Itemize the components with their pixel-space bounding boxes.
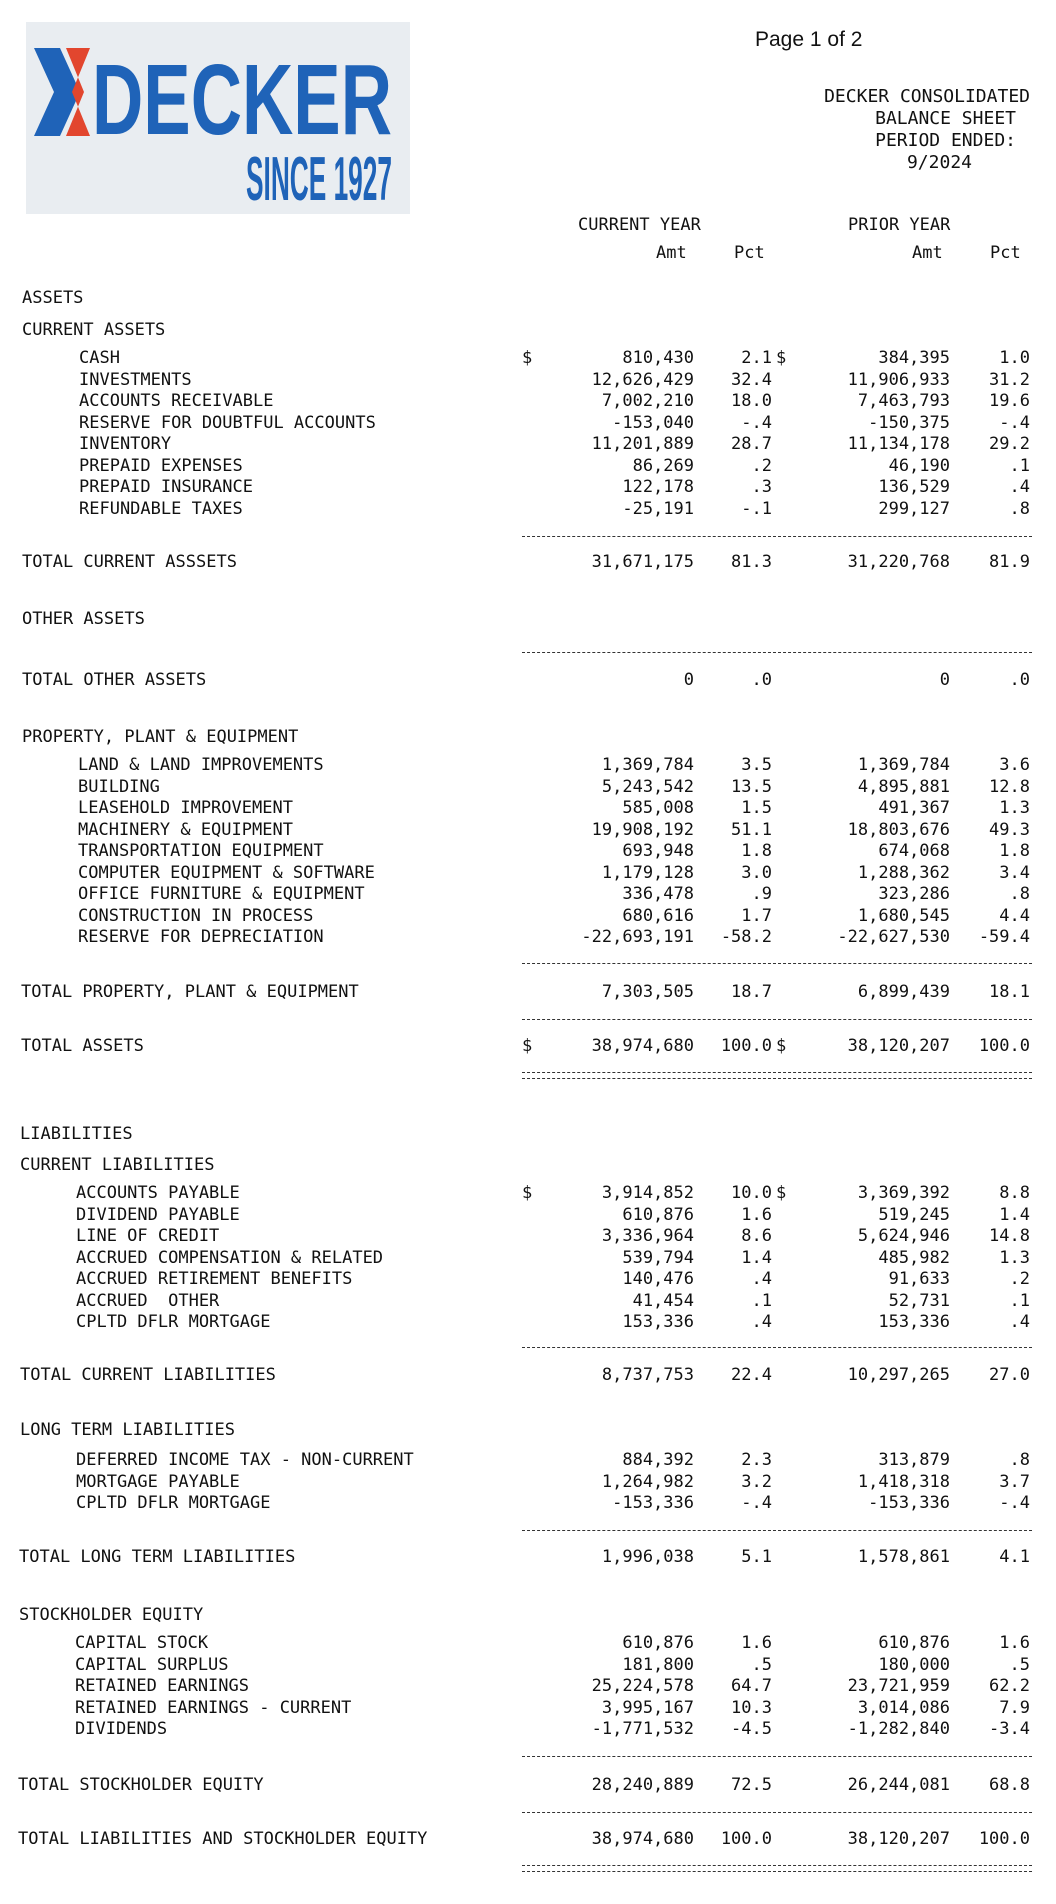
current-year-percent: 51.1 — [731, 819, 772, 840]
current-year-percent: 5.1 — [741, 1547, 772, 1567]
subtotal-rule — [522, 1756, 1032, 1757]
line-item — [0, 1472, 1056, 1494]
current-year-percent: 2.3 — [741, 1450, 772, 1470]
prior-year-amount: 91,633 — [888, 1269, 950, 1289]
current-year-amount: 153,336 — [622, 1312, 694, 1332]
row-label: TOTAL CURRENT LIABILITIES — [20, 1365, 276, 1385]
report-title: BALANCE SHEET — [875, 108, 1016, 129]
current-year-amount: 3,336,964 — [601, 1226, 694, 1246]
current-pct-header: Pct — [734, 243, 765, 263]
row-label: RETAINED EARNINGS - CURRENT — [75, 1697, 352, 1718]
dollar-sign: $ — [522, 348, 533, 368]
current-year-amount: 28,240,889 — [591, 1775, 694, 1795]
current-year-amount: 38,974,680 — [591, 1829, 694, 1849]
row-label: TOTAL OTHER ASSETS — [22, 670, 207, 690]
current-year-amount: 1,179,128 — [601, 862, 694, 883]
row-label: COMPUTER EQUIPMENT & SOFTWARE — [78, 862, 375, 883]
prior-year-amount: 11,134,178 — [847, 434, 950, 454]
current-year-percent: .4 — [751, 1269, 772, 1289]
current-year-percent: -58.2 — [720, 927, 772, 947]
row-label: TRANSPORTATION EQUIPMENT — [78, 841, 324, 861]
subtotal-rule — [522, 1347, 1032, 1348]
current-year-amount: 38,974,680 — [591, 1036, 694, 1056]
prior-year-amount: 3,369,392 — [857, 1183, 950, 1203]
current-year-percent: 1.8 — [741, 841, 772, 861]
current-year-percent: -.4 — [741, 1493, 772, 1513]
prior-year-percent: -59.4 — [978, 927, 1030, 947]
row-label: ACCRUED RETIREMENT BENEFITS — [76, 1269, 353, 1289]
current-year-percent: 22.4 — [731, 1365, 772, 1385]
row-label: TOTAL LIABILITIES AND STOCKHOLDER EQUITY — [18, 1829, 428, 1849]
assets-heading: ASSETS — [22, 288, 84, 308]
current-liabilities-heading: CURRENT LIABILITIES — [20, 1155, 215, 1175]
prior-year-amount: 38,120,207 — [847, 1829, 950, 1849]
prior-year-amount: 4,895,881 — [857, 776, 950, 797]
stockholder-equity-heading: STOCKHOLDER EQUITY — [19, 1605, 204, 1625]
current-year-percent: 10.3 — [731, 1697, 772, 1718]
current-year-amount: 585,008 — [622, 798, 694, 818]
current-year-percent: 1.6 — [741, 1633, 772, 1653]
prior-year-percent: 49.3 — [989, 819, 1030, 840]
current-year-amount: 140,476 — [622, 1269, 694, 1289]
prior-year-percent: 29.2 — [989, 434, 1030, 454]
prior-year-amount: 46,190 — [888, 455, 950, 476]
current-year-percent: .2 — [751, 455, 772, 476]
line-item — [0, 370, 1056, 392]
subtotal-rule — [522, 1812, 1032, 1813]
prior-year-amount: 3,014,086 — [857, 1697, 950, 1718]
dollar-sign: $ — [522, 1183, 533, 1203]
current-year-amount: 0 — [683, 670, 694, 690]
current-year-amount: 12,626,429 — [591, 369, 694, 390]
row-label: INVESTMENTS — [79, 369, 192, 390]
current-year-amount: 181,800 — [622, 1654, 694, 1675]
current-year-percent: .9 — [751, 884, 772, 904]
current-year-percent: 72.5 — [731, 1775, 772, 1795]
prior-year-amount: 31,220,768 — [847, 552, 950, 572]
prior-year-percent: 19.6 — [989, 391, 1030, 411]
dollar-sign: $ — [522, 1036, 533, 1056]
prior-year-header: PRIOR YEAR — [848, 215, 951, 235]
current-year-amount: 25,224,578 — [591, 1676, 694, 1696]
prior-year-amount: 26,244,081 — [847, 1775, 950, 1795]
double-underline — [522, 1072, 1032, 1079]
current-year-amount: 41,454 — [632, 1290, 694, 1311]
row-label: TOTAL PROPERTY, PLANT & EQUIPMENT — [21, 982, 359, 1002]
prior-year-amount: 313,879 — [878, 1450, 950, 1470]
prior-year-percent: 12.8 — [989, 776, 1030, 797]
prior-year-amount: -150,375 — [868, 412, 950, 433]
line-item — [0, 1676, 1056, 1698]
current-year-percent: -4.5 — [731, 1719, 772, 1739]
current-year-amount: -1,771,532 — [591, 1719, 694, 1739]
current-year-percent: .3 — [751, 477, 772, 497]
prior-year-percent: 1.3 — [999, 1247, 1030, 1268]
current-year-percent: 13.5 — [731, 776, 772, 797]
line-item — [0, 1291, 1056, 1313]
line-item — [0, 1493, 1056, 1515]
row-label: CAPITAL SURPLUS — [75, 1654, 229, 1675]
current-year-amount: 610,876 — [622, 1633, 694, 1653]
current-year-percent: 10.0 — [731, 1183, 772, 1203]
row-label: DEFERRED INCOME TAX - NON-CURRENT — [76, 1450, 414, 1470]
prior-year-percent: -3.4 — [989, 1719, 1030, 1739]
prior-year-percent: .8 — [1009, 498, 1030, 519]
prior-pct-header: Pct — [990, 243, 1021, 263]
prior-year-percent: .1 — [1009, 455, 1030, 476]
prior-year-percent: .4 — [1009, 477, 1030, 497]
row-label: ACCRUED COMPENSATION & RELATED — [76, 1247, 384, 1268]
current-year-amount: 810,430 — [622, 348, 694, 368]
other-assets-heading: OTHER ASSETS — [22, 609, 145, 629]
current-year-amount: -22,693,191 — [581, 927, 694, 947]
current-year-percent: 1.6 — [741, 1204, 772, 1225]
current-year-percent: -.4 — [741, 412, 772, 433]
line-item — [0, 1698, 1056, 1720]
company-name: DECKER CONSOLIDATED — [824, 86, 1030, 107]
prior-year-percent: .0 — [1009, 670, 1030, 690]
line-item — [0, 798, 1056, 820]
total-current-assets — [0, 552, 1056, 574]
current-year-amount: 884,392 — [622, 1450, 694, 1470]
current-assets-heading: CURRENT ASSETS — [22, 320, 166, 340]
row-label: PREPAID EXPENSES — [79, 455, 243, 476]
row-label: MACHINERY & EQUIPMENT — [78, 819, 293, 840]
prior-year-amount: -153,336 — [868, 1493, 950, 1513]
row-label: RESERVE FOR DEPRECIATION — [78, 927, 324, 947]
line-item — [0, 1269, 1056, 1291]
total-other-assets — [0, 670, 1056, 692]
prior-year-amount: 1,418,318 — [857, 1471, 950, 1492]
prior-year-amount: 485,982 — [878, 1247, 950, 1268]
prior-year-percent: .1 — [1009, 1290, 1030, 1311]
prior-year-percent: 8.8 — [999, 1183, 1030, 1203]
current-year-amount: 680,616 — [622, 905, 694, 926]
subtotal-rule — [522, 963, 1032, 964]
dollar-sign: $ — [776, 348, 787, 368]
total-stockholder-equity — [0, 1775, 1056, 1797]
row-label: TOTAL LONG TERM LIABILITIES — [19, 1547, 296, 1567]
prior-year-percent: -.4 — [999, 412, 1030, 433]
row-label: TOTAL CURRENT ASSSETS — [22, 552, 237, 572]
prior-year-percent: .5 — [1009, 1654, 1030, 1675]
row-label: CPLTD DFLR MORTGAGE — [76, 1312, 271, 1332]
row-label: MORTGAGE PAYABLE — [76, 1471, 240, 1492]
prior-year-percent: 1.3 — [999, 798, 1030, 818]
row-label: RETAINED EARNINGS — [75, 1676, 249, 1696]
row-label: CPLTD DFLR MORTGAGE — [76, 1493, 271, 1513]
line-item — [0, 755, 1056, 777]
current-amt-header: Amt — [656, 243, 687, 263]
row-label: OFFICE FURNITURE & EQUIPMENT — [78, 884, 365, 904]
prior-year-amount: 0 — [939, 670, 950, 690]
current-year-percent: 28.7 — [731, 434, 772, 454]
line-item — [0, 477, 1056, 499]
current-year-percent: 3.2 — [741, 1471, 772, 1492]
row-label: INVENTORY — [79, 434, 172, 454]
line-item — [0, 1450, 1056, 1472]
prior-year-percent: .8 — [1009, 1450, 1030, 1470]
prior-year-amount: 674,068 — [878, 841, 950, 861]
current-year-amount: 86,269 — [632, 455, 694, 476]
line-item — [0, 906, 1056, 928]
svg-text:SINCE 1927: SINCE 1927 — [246, 145, 392, 214]
current-year-amount: 336,478 — [622, 884, 694, 904]
current-year-percent: 18.0 — [731, 391, 772, 411]
current-year-percent: 1.7 — [741, 905, 772, 926]
row-label: CASH — [79, 348, 120, 368]
current-year-amount: 7,002,210 — [601, 391, 694, 411]
total-ppe — [0, 982, 1056, 1004]
current-year-percent: 100.0 — [720, 1829, 772, 1849]
period-value: 9/2024 — [906, 152, 972, 173]
prior-year-amount: 153,336 — [878, 1312, 950, 1332]
line-item — [0, 1183, 1056, 1205]
row-label: ACCOUNTS PAYABLE — [76, 1183, 240, 1203]
current-year-percent: 81.3 — [731, 552, 772, 572]
current-year-amount: 19,908,192 — [591, 819, 694, 840]
current-year-amount: 3,914,852 — [601, 1183, 694, 1203]
current-year-header: CURRENT YEAR — [578, 215, 701, 235]
total-long-term-liabilities — [0, 1547, 1056, 1569]
prior-year-percent: 4.1 — [999, 1547, 1030, 1567]
line-item — [0, 456, 1056, 478]
subtotal-rule — [522, 652, 1032, 653]
prior-year-amount: 491,367 — [878, 798, 950, 818]
prior-year-amount: 7,463,793 — [857, 391, 950, 411]
row-label: DIVIDEND PAYABLE — [76, 1204, 240, 1225]
prior-year-percent: .8 — [1009, 884, 1030, 904]
current-year-percent: 8.6 — [741, 1226, 772, 1246]
liabilities-heading: LIABILITIES — [20, 1124, 133, 1144]
svg-text:DECKER: DECKER — [92, 44, 392, 156]
dollar-sign: $ — [776, 1183, 787, 1203]
current-year-amount: -25,191 — [622, 498, 694, 519]
prior-year-amount: 23,721,959 — [847, 1676, 950, 1696]
current-year-amount: 31,671,175 — [591, 552, 694, 572]
prior-year-amount: 52,731 — [888, 1290, 950, 1311]
prior-year-amount: 384,395 — [878, 348, 950, 368]
line-item — [0, 1226, 1056, 1248]
current-year-amount: 610,876 — [622, 1204, 694, 1225]
line-item — [0, 499, 1056, 521]
prior-year-percent: 1.8 — [999, 841, 1030, 861]
row-label: TOTAL STOCKHOLDER EQUITY — [18, 1775, 264, 1795]
prior-year-amount: 1,288,362 — [857, 862, 950, 883]
prior-year-amount: 6,899,439 — [857, 982, 950, 1002]
row-label: REFUNDABLE TAXES — [79, 498, 243, 519]
current-year-percent: .0 — [751, 670, 772, 690]
prior-year-amount: 299,127 — [878, 498, 950, 519]
line-item — [0, 1312, 1056, 1334]
row-label: ACCOUNTS RECEIVABLE — [79, 391, 274, 411]
prior-year-amount: 136,529 — [878, 477, 950, 497]
page-number: Page 1 of 2 — [755, 28, 863, 51]
prior-year-amount: 5,624,946 — [857, 1226, 950, 1246]
prior-year-percent: 1.0 — [999, 348, 1030, 368]
prior-year-amount: -22,627,530 — [837, 927, 950, 947]
current-year-amount: 122,178 — [622, 477, 694, 497]
current-year-percent: 1.4 — [741, 1247, 772, 1268]
row-label: ACCRUED OTHER — [76, 1290, 220, 1311]
current-year-percent: -.1 — [741, 498, 772, 519]
current-year-percent: 3.0 — [741, 862, 772, 883]
prior-year-percent: 1.6 — [999, 1633, 1030, 1653]
prior-year-percent: 4.4 — [999, 905, 1030, 926]
prior-year-percent: .4 — [1009, 1312, 1030, 1332]
row-label: DIVIDENDS — [75, 1719, 168, 1739]
line-item — [0, 413, 1056, 435]
current-year-amount: 1,996,038 — [601, 1547, 694, 1567]
line-item — [0, 391, 1056, 413]
prior-year-percent: .2 — [1009, 1269, 1030, 1289]
line-item — [0, 1719, 1056, 1741]
line-item — [0, 434, 1056, 456]
current-year-percent: 2.1 — [741, 348, 772, 368]
prior-year-percent: 81.9 — [989, 552, 1030, 572]
prior-year-percent: 1.4 — [999, 1204, 1030, 1225]
current-year-percent: 3.5 — [741, 755, 772, 775]
decker-logo — [26, 22, 410, 214]
line-item — [0, 1205, 1056, 1227]
prior-year-amount: 519,245 — [878, 1204, 950, 1225]
row-label: PREPAID INSURANCE — [79, 477, 253, 497]
subtotal-rule — [522, 536, 1032, 537]
current-year-percent: 64.7 — [731, 1676, 772, 1696]
prior-year-percent: 100.0 — [978, 1829, 1030, 1849]
total-current-liabilities — [0, 1365, 1056, 1387]
prior-year-percent: 27.0 — [989, 1365, 1030, 1385]
line-item — [0, 1655, 1056, 1677]
line-item — [0, 348, 1056, 370]
current-year-amount: 8,737,753 — [601, 1365, 694, 1385]
prior-year-amount: 1,680,545 — [857, 905, 950, 926]
current-year-percent: .4 — [751, 1312, 772, 1332]
line-item — [0, 1248, 1056, 1270]
line-item — [0, 820, 1056, 842]
current-year-amount: -153,040 — [612, 412, 694, 433]
prior-year-amount: 323,286 — [878, 884, 950, 904]
prior-year-amount: 1,578,861 — [857, 1547, 950, 1567]
prior-year-percent: 3.4 — [999, 862, 1030, 883]
prior-year-amount: 180,000 — [878, 1654, 950, 1675]
current-year-amount: 1,264,982 — [601, 1471, 694, 1492]
line-item — [0, 884, 1056, 906]
current-year-percent: 32.4 — [731, 369, 772, 390]
prior-year-amount: 11,906,933 — [847, 369, 950, 390]
prior-year-amount: 10,297,265 — [847, 1365, 950, 1385]
prior-year-percent: 18.1 — [989, 982, 1030, 1002]
dollar-sign: $ — [776, 1036, 787, 1056]
prior-year-percent: 7.9 — [999, 1697, 1030, 1718]
current-year-percent: .5 — [751, 1654, 772, 1675]
row-label: LAND & LAND IMPROVEMENTS — [78, 755, 324, 775]
line-item — [0, 841, 1056, 863]
total-assets — [0, 1036, 1056, 1058]
prior-year-amount: 38,120,207 — [847, 1036, 950, 1056]
current-year-percent: 100.0 — [720, 1036, 772, 1056]
current-year-percent: .1 — [751, 1290, 772, 1311]
prior-year-amount: 1,369,784 — [857, 755, 950, 775]
prior-year-percent: -.4 — [999, 1493, 1030, 1513]
ppe-heading: PROPERTY, PLANT & EQUIPMENT — [22, 727, 299, 747]
prior-year-amount: -1,282,840 — [847, 1719, 950, 1739]
row-label: BUILDING — [78, 776, 160, 797]
total-liabilities-and-equity — [0, 1829, 1056, 1851]
prior-year-amount: 18,803,676 — [847, 819, 950, 840]
current-year-amount: -153,336 — [612, 1493, 694, 1513]
current-year-amount: 11,201,889 — [591, 434, 694, 454]
line-item — [0, 777, 1056, 799]
current-year-amount: 539,794 — [622, 1247, 694, 1268]
current-year-amount: 1,369,784 — [601, 755, 694, 775]
period-label: PERIOD ENDED: — [875, 130, 1016, 151]
current-year-amount: 7,303,505 — [601, 982, 694, 1002]
long-term-liabilities-heading: LONG TERM LIABILITIES — [20, 1420, 235, 1440]
current-year-amount: 3,995,167 — [601, 1697, 694, 1718]
row-label: TOTAL ASSETS — [21, 1036, 144, 1056]
row-label: LEASEHOLD IMPROVEMENT — [78, 798, 293, 818]
prior-year-percent: 100.0 — [978, 1036, 1030, 1056]
row-label: LINE OF CREDIT — [76, 1226, 220, 1246]
line-item — [0, 863, 1056, 885]
current-year-amount: 693,948 — [622, 841, 694, 861]
line-item — [0, 1633, 1056, 1655]
prior-year-percent: 3.7 — [999, 1471, 1030, 1492]
current-year-percent: 1.5 — [741, 798, 772, 818]
row-label: CONSTRUCTION IN PROCESS — [78, 905, 314, 926]
prior-year-percent: 62.2 — [989, 1676, 1030, 1696]
prior-year-percent: 68.8 — [989, 1775, 1030, 1795]
row-label: CAPITAL STOCK — [75, 1633, 209, 1653]
prior-amt-header: Amt — [912, 243, 943, 263]
decker-logo-graphic — [26, 22, 410, 214]
prior-year-percent: 14.8 — [989, 1226, 1030, 1246]
line-item — [0, 927, 1056, 949]
double-underline — [522, 1865, 1032, 1872]
prior-year-amount: 610,876 — [878, 1633, 950, 1653]
prior-year-percent: 31.2 — [989, 369, 1030, 390]
prior-year-percent: 3.6 — [999, 755, 1030, 775]
subtotal-rule — [522, 1530, 1032, 1531]
row-label: RESERVE FOR DOUBTFUL ACCOUNTS — [79, 412, 376, 433]
current-year-percent: 18.7 — [731, 982, 772, 1002]
current-year-amount: 5,243,542 — [601, 776, 694, 797]
subtotal-rule — [522, 1019, 1032, 1020]
